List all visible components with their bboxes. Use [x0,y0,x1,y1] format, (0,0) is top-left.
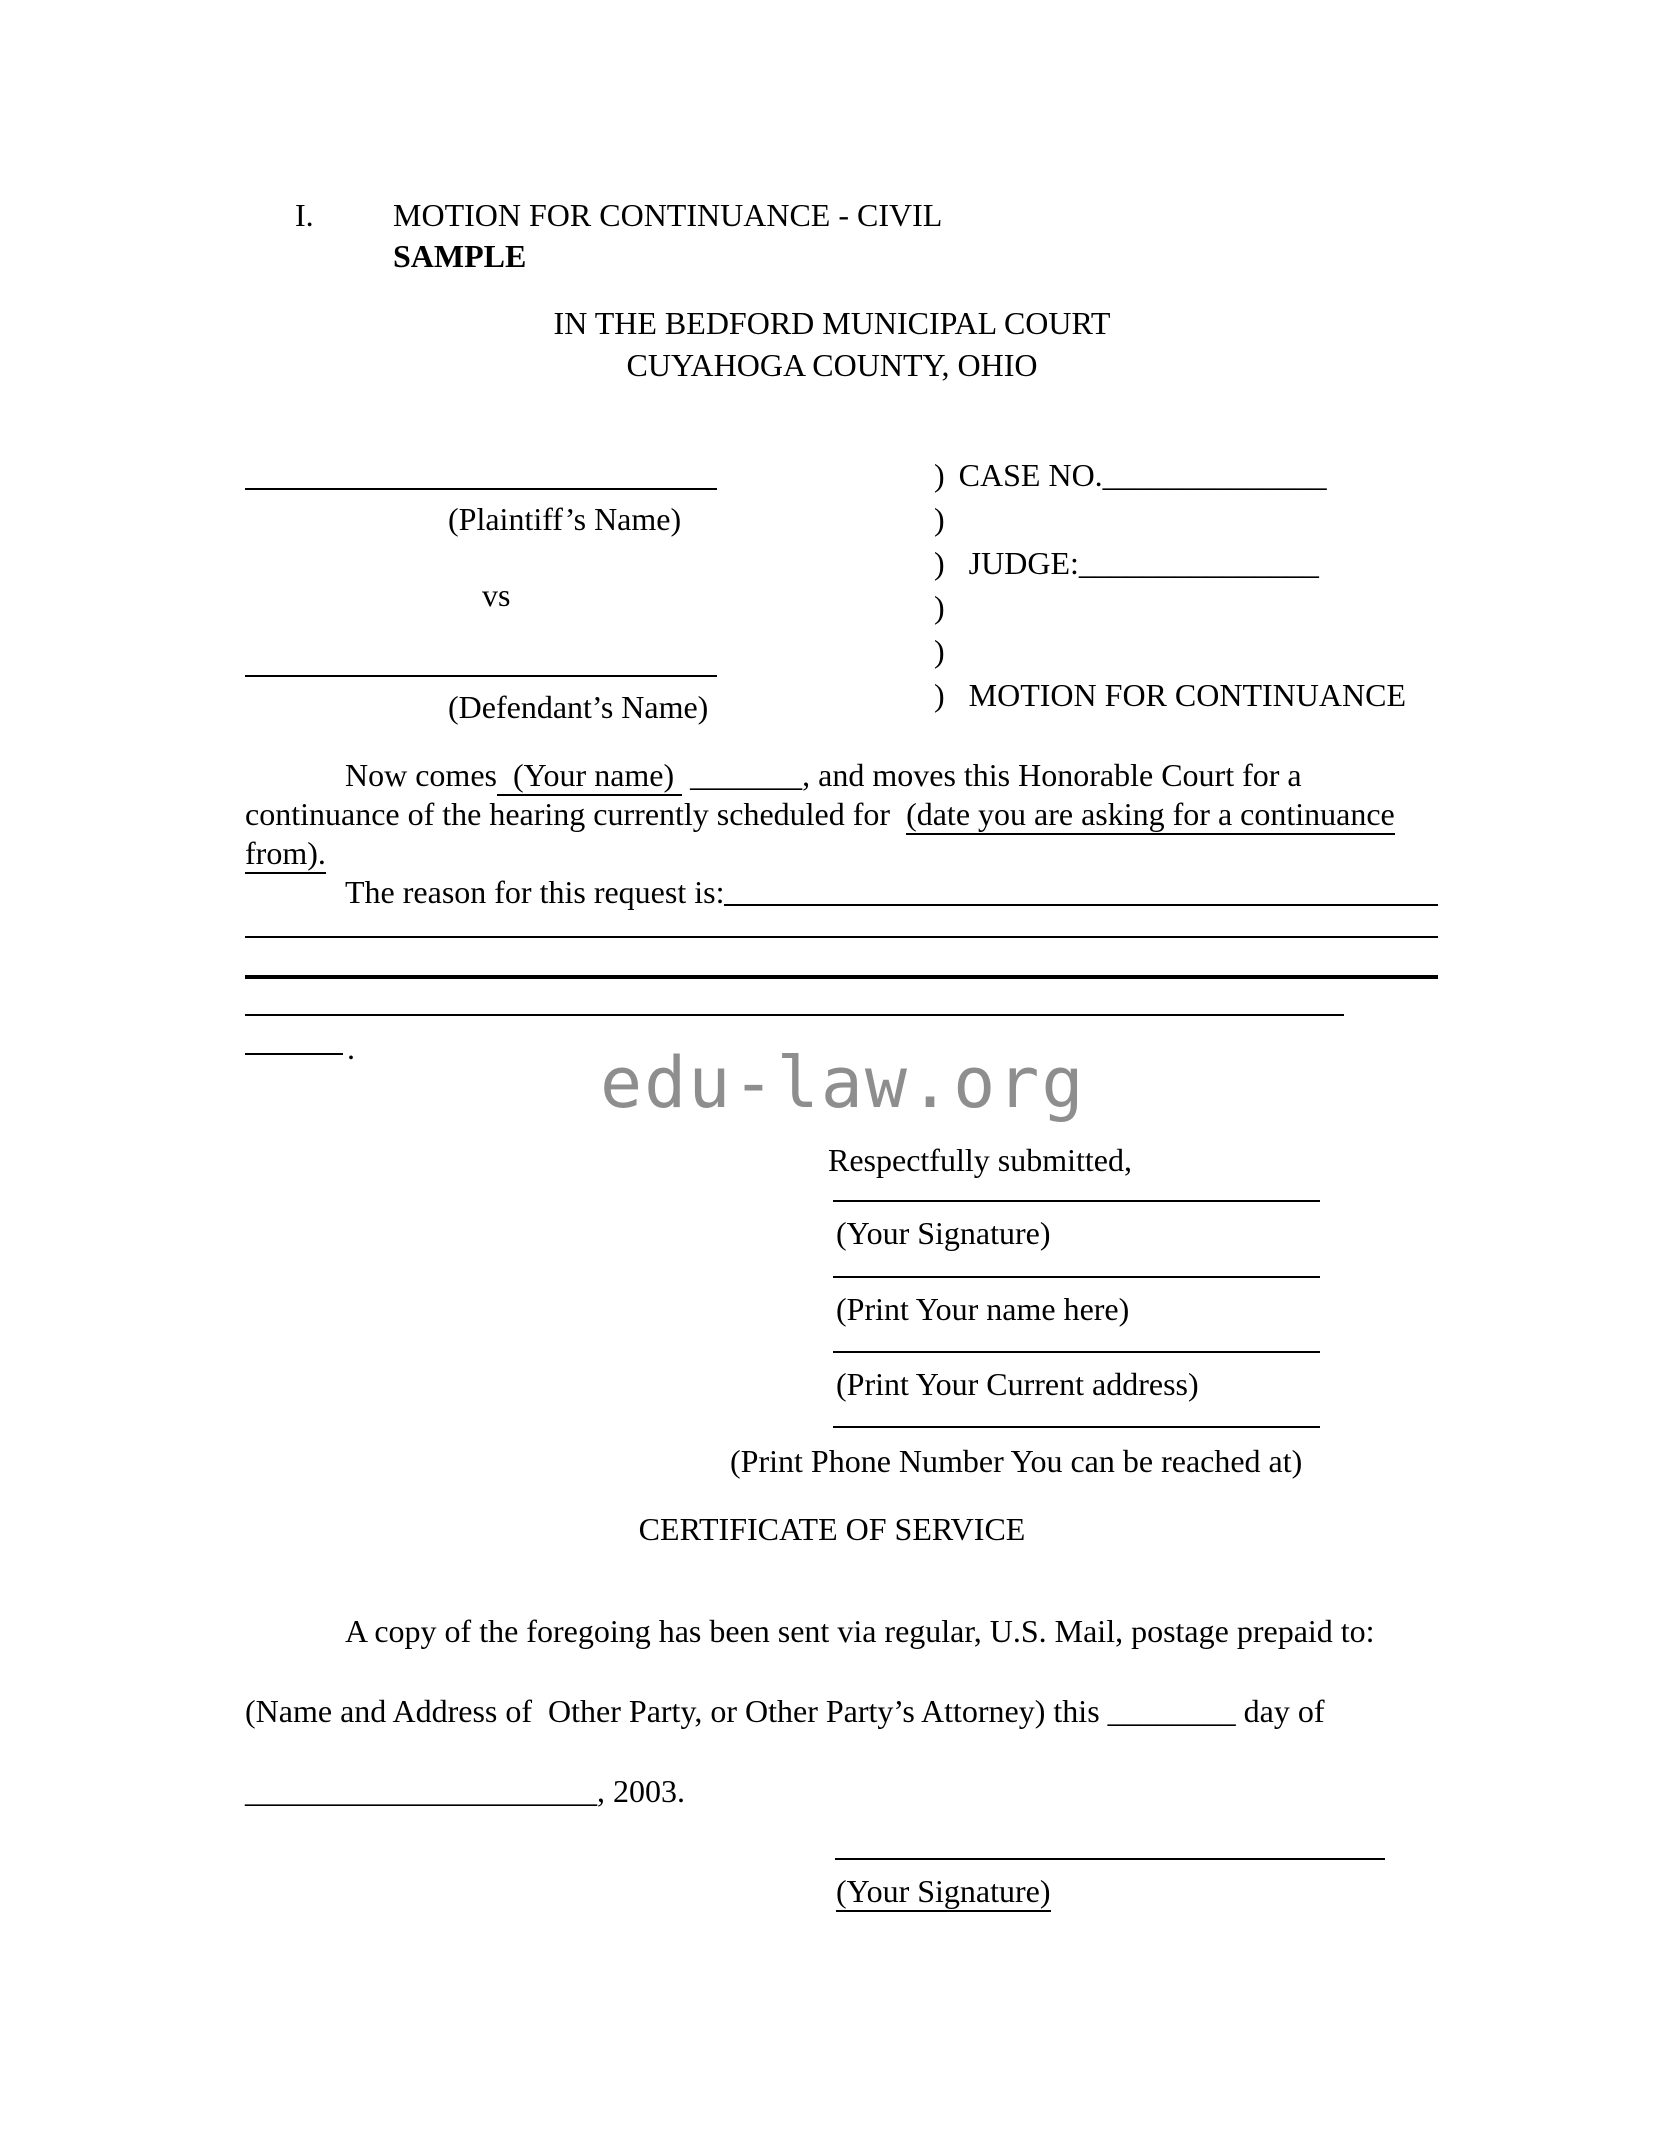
vs-label: vs [482,577,511,613]
final-signature-label-row [836,1872,1051,1911]
certificate-line-2 [245,1692,1325,1731]
address-label: (Print Your Current address) [836,1366,1199,1402]
caption-paren: ) [934,501,945,537]
reason-blank-line-3 [245,1014,1344,1016]
document-title: MOTION FOR CONTINUANCE - CIVIL [393,197,943,233]
reason-end-period: . [347,1030,355,1066]
court-county: CUYAHOGA COUNTY, OHIO [626,347,1038,383]
defendant-name-line [245,675,717,677]
caption-row-5 [934,632,959,671]
judge-blank: _______________ [1078,545,1319,581]
caption-paren: ) [934,677,945,713]
paragraph-indent [245,873,345,912]
caption-row-motion-title [934,676,1406,715]
reason-blank-line-0 [724,873,1438,906]
caption-paren: ) [934,589,945,625]
body-line-3 [245,834,326,873]
phone-line [833,1426,1320,1428]
motion-title: MOTION FOR CONTINUANCE [968,677,1406,713]
caption-paren: ) [934,457,945,493]
body-line-2-text: continuance of the hearing currently scheduled for [245,796,907,832]
phone-label: (Print Phone Number You can be reached at) [730,1443,1303,1479]
caption-paren: ) [934,545,945,581]
section-number: I. [295,197,314,233]
body-line-2 [245,795,1395,834]
defendant-label: (Defendant’s Name) [448,689,709,725]
print-name-label: (Print Your name here) [836,1291,1130,1327]
final-signature-line [835,1858,1385,1860]
respectfully-submitted-label: Respectfully submitted, [828,1142,1132,1178]
plaintiff-name-line [245,488,717,490]
edu-law-watermark: edu-law.org [600,1042,1086,1124]
court-name: IN THE BEDFORD MUNICIPAL COURT [553,305,1111,341]
case-no-blank: ______________ [1102,457,1327,493]
body-line-1-blank: _______ [690,757,803,793]
reason-blank-line-1 [245,936,1438,938]
sample-label: SAMPLE [393,238,527,274]
body-line-1-text: Now comes [345,757,497,793]
reason-blank-line-2 [245,975,1438,979]
day-blank: ________ [1107,1693,1236,1729]
caption-row-4 [934,588,959,627]
reason-blank-line-4 [245,1053,343,1055]
address-line [833,1351,1320,1353]
caption-row-2 [934,500,959,539]
reason-row [245,873,1438,912]
date-blank-underlined: (date you are asking for a continuance [906,796,1395,835]
certificate-line-2-rest: day of [1235,1693,1325,1729]
caption-row-case-no [934,456,1327,495]
final-signature-label: (Your Signature) [836,1873,1051,1912]
signature-label: (Your Signature) [836,1215,1051,1251]
case-no-label: CASE NO. [958,457,1103,493]
body-line-1 [245,756,1302,795]
body-line-1-rest: , and moves this Honorable Court for a [802,757,1302,793]
month-blank: ______________________ [245,1773,597,1809]
plaintiff-label: (Plaintiff’s Name) [448,501,682,537]
certificate-line-1-text: A copy of the foregoing has been sent via regular, U.S. Mail, postage prepaid to: [345,1613,1375,1649]
print-name-line [833,1276,1320,1278]
certificate-line-2-text: (Name and Address of Other Party, or Other Party’s Attorney) this [245,1693,1108,1729]
judge-label: JUDGE: [968,545,1079,581]
reason-label: The reason for this request is: [345,874,725,910]
certificate-heading: CERTIFICATE OF SERVICE [638,1511,1026,1547]
certificate-year-text: , 2003. [597,1773,685,1809]
certificate-line-1 [245,1612,1375,1651]
certificate-line-3 [245,1772,685,1811]
signature-line [833,1200,1320,1202]
your-name-blank: (Your name) [497,757,682,796]
caption-paren: ) [934,633,945,669]
body-line-3-underlined: from). [245,835,326,874]
caption-row-judge [934,544,1319,583]
